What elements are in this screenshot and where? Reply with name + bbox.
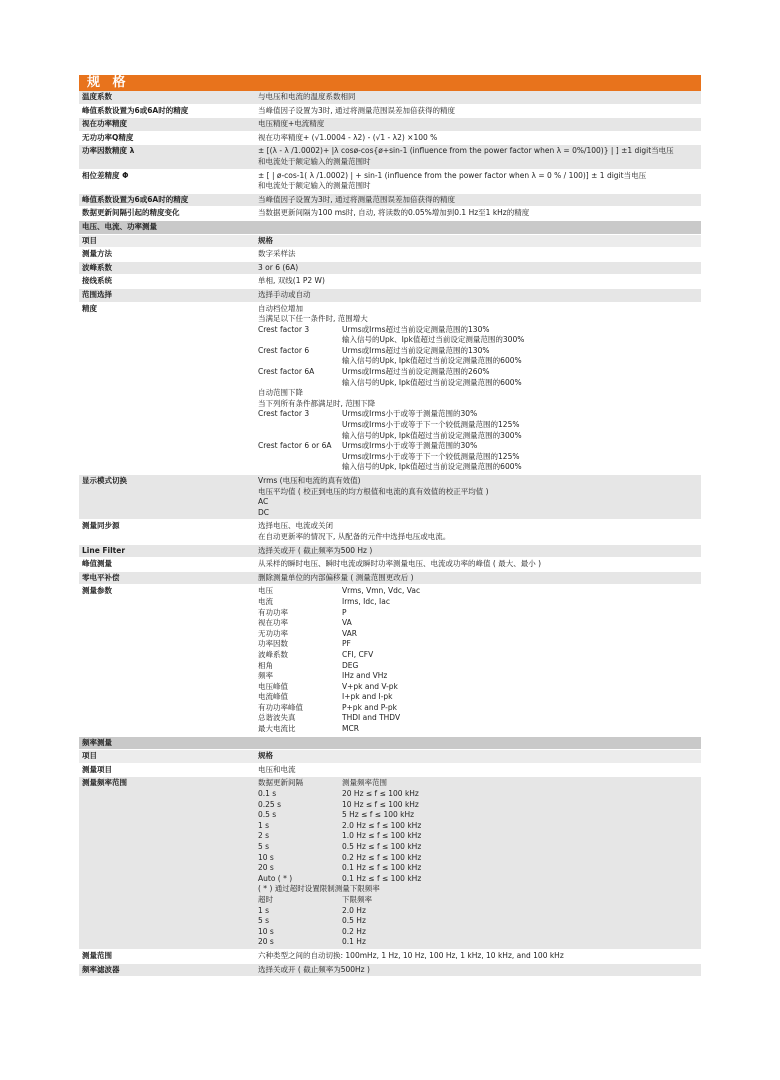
spec-subvalue bbox=[342, 346, 698, 367]
spec-line: 0.2 Hz ≤ f ≤ 100 kHz bbox=[342, 852, 422, 862]
spec-row bbox=[79, 558, 701, 572]
spec-value: 3 or 6 (6A) bbox=[255, 261, 701, 275]
spec-line: Urms或Irms小于或等于测量范围的30% bbox=[342, 409, 478, 419]
spec-line: Urms或Irms超过当前设定测量范围的260% bbox=[342, 367, 490, 377]
spec-row bbox=[79, 118, 701, 132]
spec-subvalue bbox=[342, 325, 698, 346]
spec-line: Vrms (电压和电流的真有效值) bbox=[258, 476, 361, 485]
spec-line: P bbox=[342, 607, 347, 617]
spec-value bbox=[255, 145, 701, 169]
spec-value: 电压和电流 bbox=[255, 763, 701, 777]
spec-subrow bbox=[258, 629, 698, 640]
spec-subvalue bbox=[342, 661, 698, 672]
spec-subvalue bbox=[342, 842, 698, 853]
spec-subvalue bbox=[342, 927, 698, 938]
spec-value: 单相, 双线(1 P2 W) bbox=[255, 275, 701, 289]
spec-sublabel: Crest factor 6 or 6A bbox=[258, 441, 332, 451]
spec-sublabel: 0.1 s bbox=[258, 789, 277, 799]
spec-line: 输入信号的Upk, Ipk值超过当前设定测量范围的600% bbox=[342, 462, 522, 472]
spec-sublabel: 0.5 s bbox=[258, 810, 277, 820]
spec-value: 电压精度+电流精度 bbox=[255, 118, 701, 132]
spec-subvalue bbox=[342, 703, 698, 714]
spec-sublabel: Crest factor 3 bbox=[258, 324, 310, 334]
spec-row bbox=[79, 193, 701, 207]
spec-subrow bbox=[258, 661, 698, 672]
spec-subrow bbox=[258, 916, 698, 927]
spec-subrow bbox=[258, 441, 698, 473]
spec-key: 精度 bbox=[79, 302, 255, 475]
spec-key: Line Filter bbox=[79, 544, 255, 558]
spec-subvalue bbox=[342, 671, 698, 682]
spec-line: 0.5 Hz ≤ f ≤ 100 kHz bbox=[342, 842, 422, 851]
spec-line: 当下列所有条件都满足时, 范围下降 bbox=[258, 398, 376, 408]
spec-row bbox=[79, 131, 701, 145]
spec-value bbox=[255, 302, 701, 475]
spec-value: 六种类型之间的自动切换: 100mHz, 1 Hz, 10 Hz, 100 Hz, 1 kHz, 10 kHz, and 100 kHz bbox=[255, 949, 701, 963]
spec-row bbox=[79, 104, 701, 118]
spec-sublabel: 10 s bbox=[258, 852, 274, 862]
spec-key: 波峰系数 bbox=[79, 261, 255, 275]
spec-value: 删除测量单位的内部偏移量 ( 测量范围更改后 ) bbox=[255, 571, 701, 585]
spec-sublabel: 0.25 s bbox=[258, 799, 281, 809]
spec-subvalue bbox=[342, 810, 698, 821]
spec-subvalue bbox=[342, 831, 698, 842]
spec-key: 峰值系数设置为6或6A时的精度 bbox=[79, 104, 255, 118]
spec-subvalue bbox=[342, 906, 698, 917]
spec-subrow bbox=[258, 863, 698, 874]
spec-line: DC bbox=[258, 507, 270, 517]
spec-subrow bbox=[258, 800, 698, 811]
spec-row bbox=[79, 248, 701, 262]
spec-line: 0.2 Hz bbox=[342, 926, 366, 936]
spec-subrow bbox=[258, 586, 698, 597]
spec-subrow bbox=[258, 692, 698, 703]
section-header-2: 频率测量 bbox=[79, 736, 701, 750]
spec-sublabel: 超时 bbox=[258, 894, 273, 904]
spec-sublabel: 有功功率 bbox=[258, 607, 288, 617]
spec-key: 范围选择 bbox=[79, 288, 255, 302]
spec-value bbox=[255, 169, 701, 193]
spec-sublabel: 20 s bbox=[258, 863, 274, 873]
spec-sublabel: Crest factor 6A bbox=[258, 367, 315, 377]
spec-sublabel: 有功功率峰值 bbox=[258, 702, 303, 712]
spec-sublabel: 5 s bbox=[258, 842, 270, 851]
spec-row bbox=[79, 207, 701, 221]
spec-line: ( * ) 通过超时设置限制测量下限频率 bbox=[258, 884, 380, 894]
spec-sublabel: 电流峰值 bbox=[258, 692, 288, 702]
spec-subrow bbox=[258, 618, 698, 629]
spec-sublabel: 视在功率 bbox=[258, 618, 288, 628]
spec-subrow bbox=[258, 597, 698, 608]
spec-sublabel: 电压峰值 bbox=[258, 681, 288, 691]
spec-line: 输入信号的Upk, Ipk值超过当前设定测量范围的300% bbox=[342, 430, 522, 440]
header-key: 项目 bbox=[79, 234, 255, 248]
spec-sublabel: 10 s bbox=[258, 926, 274, 936]
spec-sublabel: 功率因数 bbox=[258, 639, 288, 649]
spec-subrow bbox=[258, 810, 698, 821]
spec-line: 1.0 Hz ≤ f ≤ 100 kHz bbox=[342, 831, 422, 841]
spec-value: 视在功率精度+ (√1.0004 - λ2) - (√1 - λ2) ×100 % bbox=[255, 131, 701, 145]
spec-line: Urms或Irms超过当前设定测量范围的130% bbox=[342, 324, 490, 334]
spec-subvalue bbox=[342, 895, 698, 906]
spec-subrow bbox=[258, 671, 698, 682]
spec-line: P+pk and P-pk bbox=[342, 702, 397, 712]
spec-key: 测量同步源 bbox=[79, 520, 255, 544]
spec-subvalue bbox=[342, 800, 698, 811]
spec-row bbox=[79, 145, 701, 169]
spec-value: 当峰值因子设置为3时, 通过将测量范围误差加倍获得的精度 bbox=[255, 193, 701, 207]
spec-row bbox=[79, 750, 701, 764]
spec-line: 输入信号的Upk、Ipk值超过当前设定测量范围的300% bbox=[342, 335, 525, 345]
spec-key: 相位差精度 Φ bbox=[79, 169, 255, 193]
spec-row bbox=[79, 585, 701, 736]
spec-row bbox=[79, 777, 701, 950]
spec-subrow bbox=[258, 650, 698, 661]
spec-key: 测量参数 bbox=[79, 585, 255, 736]
spec-sublabel: 频率 bbox=[258, 671, 273, 681]
spec-line: 电压平均值 ( 校正到电压的均方根值和电流的真有效值的校正平均值 ) bbox=[258, 486, 489, 496]
header-value: 规格 bbox=[255, 750, 701, 764]
spec-subrow bbox=[258, 724, 698, 735]
spec-subrow bbox=[258, 937, 698, 948]
spec-line: 当满足以下任一条件时, 范围增大 bbox=[258, 314, 368, 324]
spec-line: ± [ | ø-cos-1( λ /1.0002) | + sin-1 (influence from the power factor when λ = 0 % / 100)] ± 1 digit当电压 bbox=[258, 170, 647, 180]
spec-sublabel: Crest factor 6 bbox=[258, 345, 310, 355]
spec-subvalue bbox=[342, 821, 698, 832]
spec-sublabel: 20 s bbox=[258, 937, 274, 947]
spec-line: 在自动更新率的情况下, 从配备的元件中选择电压或电流。 bbox=[258, 531, 451, 541]
spec-sublabel: 数据更新间隔 bbox=[258, 778, 303, 788]
spec-row bbox=[79, 91, 701, 104]
spec-row bbox=[79, 520, 701, 544]
spec-row bbox=[79, 220, 701, 234]
spec-value: 数字采样法 bbox=[255, 248, 701, 262]
spec-key: 峰值系数设置为6或6A时的精度 bbox=[79, 193, 255, 207]
spec-sublabel: 1 s bbox=[258, 905, 270, 915]
spec-line: 自动档位增加 bbox=[258, 303, 303, 313]
spec-subrow bbox=[258, 346, 698, 367]
spec-subrow bbox=[258, 927, 698, 938]
spec-sheet bbox=[79, 75, 701, 977]
spec-subrow bbox=[258, 682, 698, 693]
spec-line: 0.1 Hz ≤ f ≤ 100 kHz bbox=[342, 873, 422, 883]
spec-line: AC bbox=[258, 497, 269, 507]
spec-key: 峰值测量 bbox=[79, 558, 255, 572]
spec-line: DEG bbox=[342, 660, 359, 670]
spec-row bbox=[79, 763, 701, 777]
spec-line: 输入信号的Upk, Ipk值超过当前设定测量范围的600% bbox=[342, 356, 522, 366]
spec-row bbox=[79, 736, 701, 750]
spec-value bbox=[255, 585, 701, 736]
spec-line: 下限频率 bbox=[342, 894, 372, 904]
spec-row bbox=[79, 234, 701, 248]
spec-subrow bbox=[258, 778, 698, 789]
spec-subrow bbox=[258, 821, 698, 832]
spec-row bbox=[79, 302, 701, 475]
spec-key: 视在功率精度 bbox=[79, 118, 255, 132]
spec-line: 5 Hz ≤ f ≤ 100 kHz bbox=[342, 810, 415, 820]
spec-row bbox=[79, 261, 701, 275]
spec-subvalue bbox=[342, 937, 698, 948]
header-key: 项目 bbox=[79, 750, 255, 764]
spec-sublabel: 2 s bbox=[258, 831, 270, 841]
spec-row bbox=[79, 288, 701, 302]
spec-key: 显示模式切换 bbox=[79, 475, 255, 520]
spec-row bbox=[79, 544, 701, 558]
spec-subvalue bbox=[342, 586, 698, 597]
page-title: 规 格 bbox=[79, 75, 701, 91]
spec-key: 温度系数 bbox=[79, 91, 255, 104]
spec-line: 自动范围下降 bbox=[258, 388, 303, 398]
spec-sublabel: 5 s bbox=[258, 916, 270, 926]
spec-line: Irms, Idc, Iac bbox=[342, 596, 390, 606]
spec-key: 零电平补偿 bbox=[79, 571, 255, 585]
spec-line: THDI and THDV bbox=[342, 713, 401, 723]
spec-row bbox=[79, 963, 701, 977]
spec-value bbox=[255, 777, 701, 950]
spec-value: 与电压和电流的温度系数相同 bbox=[255, 91, 701, 104]
spec-subrow bbox=[258, 325, 698, 346]
spec-line: 10 Hz ≤ f ≤ 100 kHz bbox=[342, 799, 419, 809]
spec-line: 和电流处于额定输入的测量范围时 bbox=[258, 181, 371, 191]
spec-sublabel: 相角 bbox=[258, 660, 273, 670]
spec-subvalue bbox=[342, 629, 698, 640]
spec-value: 选择关或开 ( 截止频率为500Hz ) bbox=[255, 963, 701, 977]
spec-subvalue bbox=[342, 853, 698, 864]
spec-line: 和电流处于额定输入的测量范围时 bbox=[258, 156, 371, 166]
spec-line: 0.1 Hz bbox=[342, 937, 366, 947]
spec-value: 当峰值因子设置为3时, 通过将测量范围误差加倍获得的精度 bbox=[255, 104, 701, 118]
spec-line: MCR bbox=[342, 724, 359, 734]
spec-sublabel: Crest factor 3 bbox=[258, 409, 310, 419]
spec-value bbox=[255, 520, 701, 544]
spec-subrow bbox=[258, 713, 698, 724]
spec-subvalue bbox=[342, 778, 698, 789]
spec-key: 测量频率范围 bbox=[79, 777, 255, 950]
spec-sublabel: 电压 bbox=[258, 586, 273, 596]
spec-line: 0.1 Hz ≤ f ≤ 100 kHz bbox=[342, 863, 422, 873]
spec-row bbox=[79, 949, 701, 963]
spec-row bbox=[79, 169, 701, 193]
spec-sublabel: 1 s bbox=[258, 820, 270, 830]
spec-line: 0.5 Hz bbox=[342, 916, 366, 926]
spec-value bbox=[255, 475, 701, 520]
spec-line: Urms或Irms小于或等于测量范围的30% bbox=[342, 441, 478, 451]
spec-line: IHz and VHz bbox=[342, 671, 388, 681]
spec-subrow bbox=[258, 608, 698, 619]
spec-key: 接线系统 bbox=[79, 275, 255, 289]
spec-line: Vrms, Vmn, Vdc, Vac bbox=[342, 586, 421, 596]
spec-subvalue bbox=[342, 597, 698, 608]
spec-subvalue bbox=[342, 789, 698, 800]
spec-value: 从采样的瞬时电压、瞬时电流或瞬时功率测量电压、电流或功率的峰值 ( 最大、最小 ) bbox=[255, 558, 701, 572]
spec-row bbox=[79, 475, 701, 520]
spec-subvalue bbox=[342, 682, 698, 693]
header-value: 规格 bbox=[255, 234, 701, 248]
spec-line: 2.0 Hz ≤ f ≤ 100 kHz bbox=[342, 820, 422, 830]
spec-key: 测量范围 bbox=[79, 949, 255, 963]
spec-key: 测量方法 bbox=[79, 248, 255, 262]
spec-sublabel: 最大电流比 bbox=[258, 724, 296, 734]
spec-subvalue bbox=[342, 618, 698, 629]
spec-subvalue bbox=[342, 441, 698, 473]
spec-subvalue bbox=[342, 608, 698, 619]
spec-line: Urms或Irms超过当前设定测量范围的130% bbox=[342, 345, 490, 355]
spec-key: 测量项目 bbox=[79, 763, 255, 777]
spec-value: 选择关或开 ( 截止频率为500 Hz ) bbox=[255, 544, 701, 558]
spec-sublabel: 电流 bbox=[258, 596, 273, 606]
spec-row bbox=[79, 571, 701, 585]
spec-subvalue bbox=[342, 863, 698, 874]
spec-subrow bbox=[258, 703, 698, 714]
spec-line: 选择电压、电流或关闭 bbox=[258, 521, 333, 531]
spec-subrow bbox=[258, 831, 698, 842]
spec-subrow bbox=[258, 842, 698, 853]
spec-sublabel: 总谐波失真 bbox=[258, 713, 296, 723]
spec-subvalue bbox=[342, 916, 698, 927]
spec-subrow bbox=[258, 639, 698, 650]
spec-subrow bbox=[258, 874, 698, 885]
spec-key: 频率滤波器 bbox=[79, 963, 255, 977]
spec-subrow bbox=[258, 409, 698, 441]
spec-line: CFI, CFV bbox=[342, 649, 374, 659]
spec-sublabel: Auto ( * ) bbox=[258, 873, 293, 883]
section-header-1: 电压、电流、功率测量 bbox=[79, 220, 701, 234]
spec-subvalue bbox=[342, 874, 698, 885]
spec-subvalue bbox=[342, 713, 698, 724]
spec-line: I+pk and I-pk bbox=[342, 692, 393, 702]
spec-subvalue bbox=[342, 692, 698, 703]
spec-subrow bbox=[258, 895, 698, 906]
spec-line: VAR bbox=[342, 628, 357, 638]
spec-subvalue bbox=[342, 650, 698, 661]
spec-key: 数据更新间隔引起的精度变化 bbox=[79, 207, 255, 221]
spec-line: 输入信号的Upk, Ipk值超过当前设定测量范围的600% bbox=[342, 377, 522, 387]
spec-line: Urms或Irms小于或等于下一个较低测量范围的125% bbox=[342, 451, 520, 461]
spec-line: VA bbox=[342, 618, 352, 628]
spec-line: V+pk and V-pk bbox=[342, 681, 398, 691]
spec-row bbox=[79, 275, 701, 289]
spec-subvalue bbox=[342, 409, 698, 441]
spec-key: 功率因数精度 λ bbox=[79, 145, 255, 169]
spec-value: 选择手动或自动 bbox=[255, 288, 701, 302]
spec-table bbox=[79, 91, 701, 977]
spec-line: 2.0 Hz bbox=[342, 905, 366, 915]
spec-line: 20 Hz ≤ f ≤ 100 kHz bbox=[342, 789, 419, 799]
spec-line: PF bbox=[342, 639, 351, 649]
spec-key: 无功功率Q精度 bbox=[79, 131, 255, 145]
spec-subvalue bbox=[342, 639, 698, 650]
spec-subrow bbox=[258, 906, 698, 917]
spec-line: ± [(λ - λ /1.0002)+ |λ cosø-cos{ø+sin-1 (influence from the power factor when λ = 0%/100)} | ] ±1 digit当电压 bbox=[258, 146, 674, 156]
spec-sublabel: 无功功率 bbox=[258, 628, 288, 638]
spec-subvalue bbox=[342, 367, 698, 388]
spec-subvalue bbox=[342, 724, 698, 735]
spec-sublabel: 波峰系数 bbox=[258, 649, 288, 659]
spec-subrow bbox=[258, 789, 698, 800]
spec-subrow bbox=[258, 367, 698, 388]
spec-subrow bbox=[258, 853, 698, 864]
spec-line: 测量频率范围 bbox=[342, 778, 387, 788]
spec-value: 当数据更新间隔为100 ms时, 自动, 将读数的0.05%增加到0.1 Hz至1 kHz的精度 bbox=[255, 207, 701, 221]
spec-line: Urms或Irms小于或等于下一个较低测量范围的125% bbox=[342, 420, 520, 430]
